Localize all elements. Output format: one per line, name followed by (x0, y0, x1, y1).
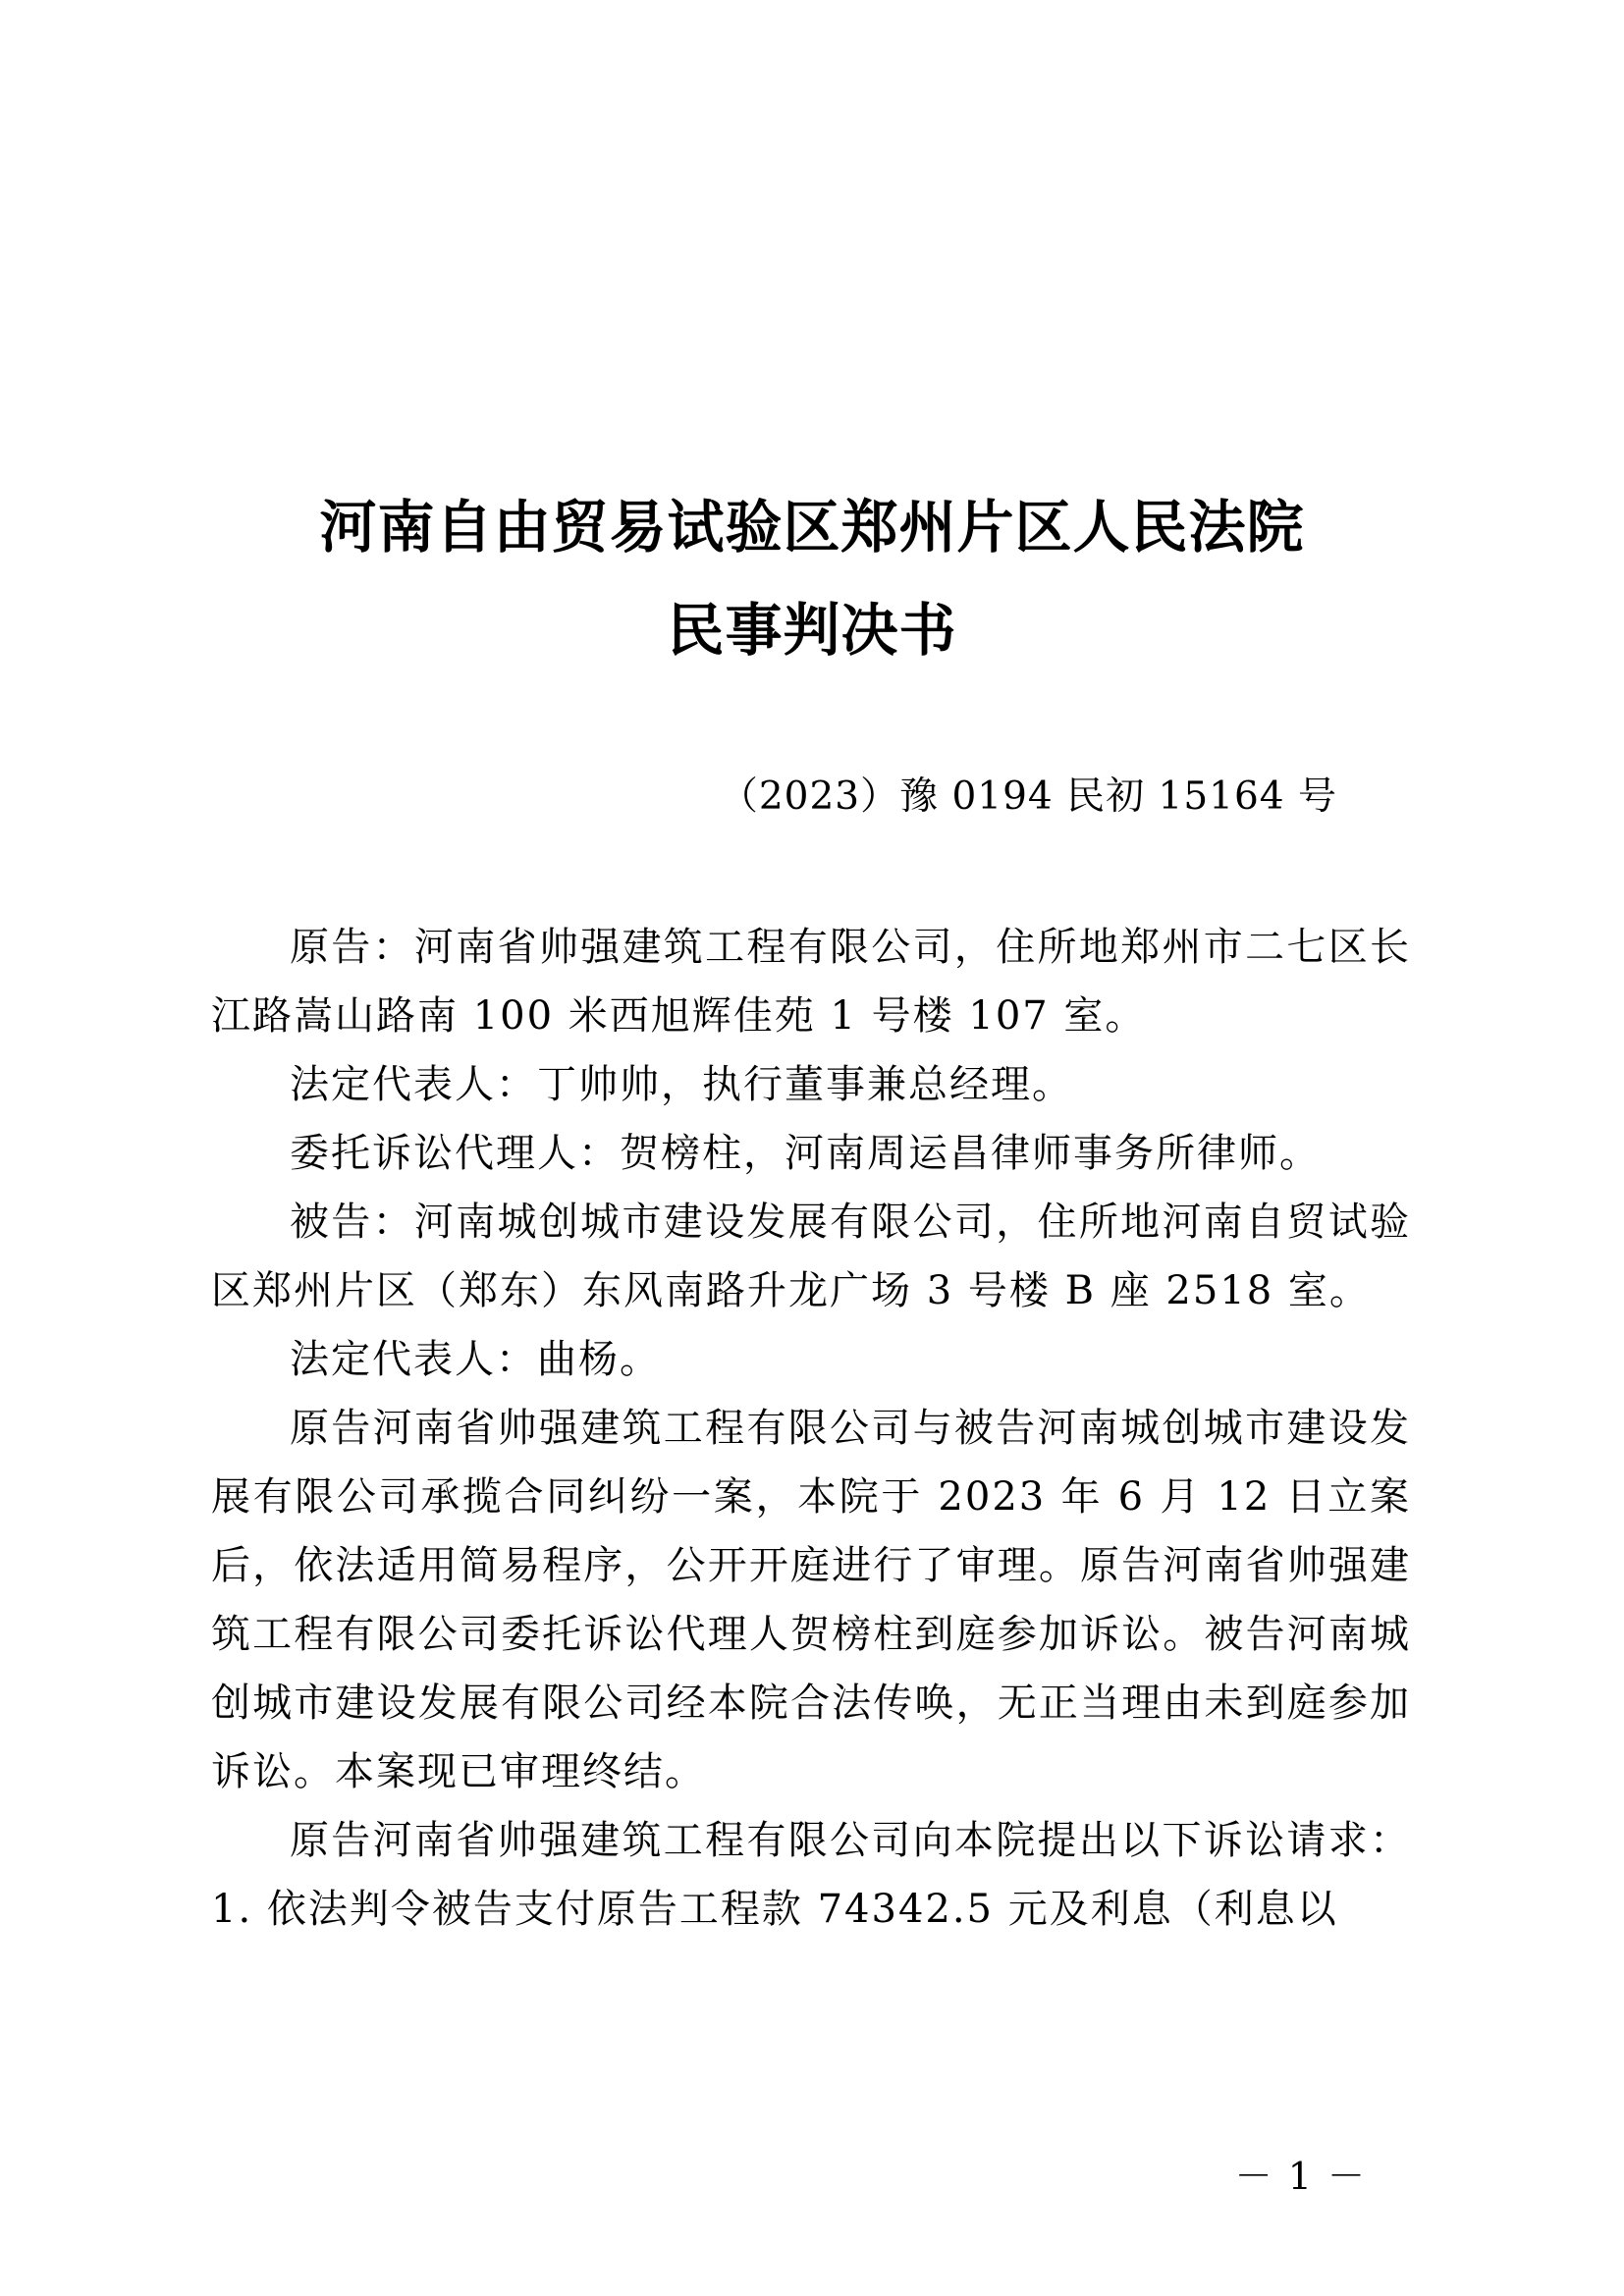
plaintiff-paragraph: 原告：河南省帅强建筑工程有限公司，住所地郑州市二七区长江路嵩山路南 100 米西旭辉佳苑 1 号楼 107 室。 (211, 925, 1411, 1039)
case-number: （2023）豫 0194 民初 15164 号 (719, 774, 1337, 819)
document-type-title: 民事判决书 (667, 597, 957, 664)
judgment-body (211, 913, 1411, 1944)
court-name-title: 河南自由贸易试验区郑州片区人民法院 (319, 494, 1305, 561)
defendant-paragraph: 被告：河南城创城市建设发展有限公司，住所地河南自贸试验区郑州片区（郑东）东风南路升龙广场 3 号楼 B 座 2518 室。 (211, 1200, 1411, 1313)
page-number: － 1 － (1234, 2155, 1367, 2198)
case-procedure-paragraph: 原告河南省帅强建筑工程有限公司与被告河南城创城市建设发展有限公司承揽合同纠纷一案，本院于 2023 年 6 月 12 日立案后，依法适用简易程序，公开开庭进行了审理。原告河南省帅强建筑工程有限公司委托诉讼代理人贺榜柱到庭参加诉讼。被告河南城创城市建设发展有限公司经本院合法传唤，无正当理由未到庭参加诉讼。本案现已审理终结。 (211, 1406, 1411, 1794)
plaintiff-legal-representative: 法定代表人：丁帅帅，执行董事兼总经理。 (290, 1062, 1073, 1107)
claims-paragraph: 原告河南省帅强建筑工程有限公司向本院提出以下诉讼请求：1. 依法判令被告支付原告工程款 74342.5 元及利息（利息以 (211, 1818, 1411, 1932)
defendant-legal-representative: 法定代表人：曲杨。 (290, 1337, 661, 1382)
plaintiff-agent: 委托诉讼代理人：贺榜柱，河南周运昌律师事务所律师。 (290, 1131, 1321, 1176)
